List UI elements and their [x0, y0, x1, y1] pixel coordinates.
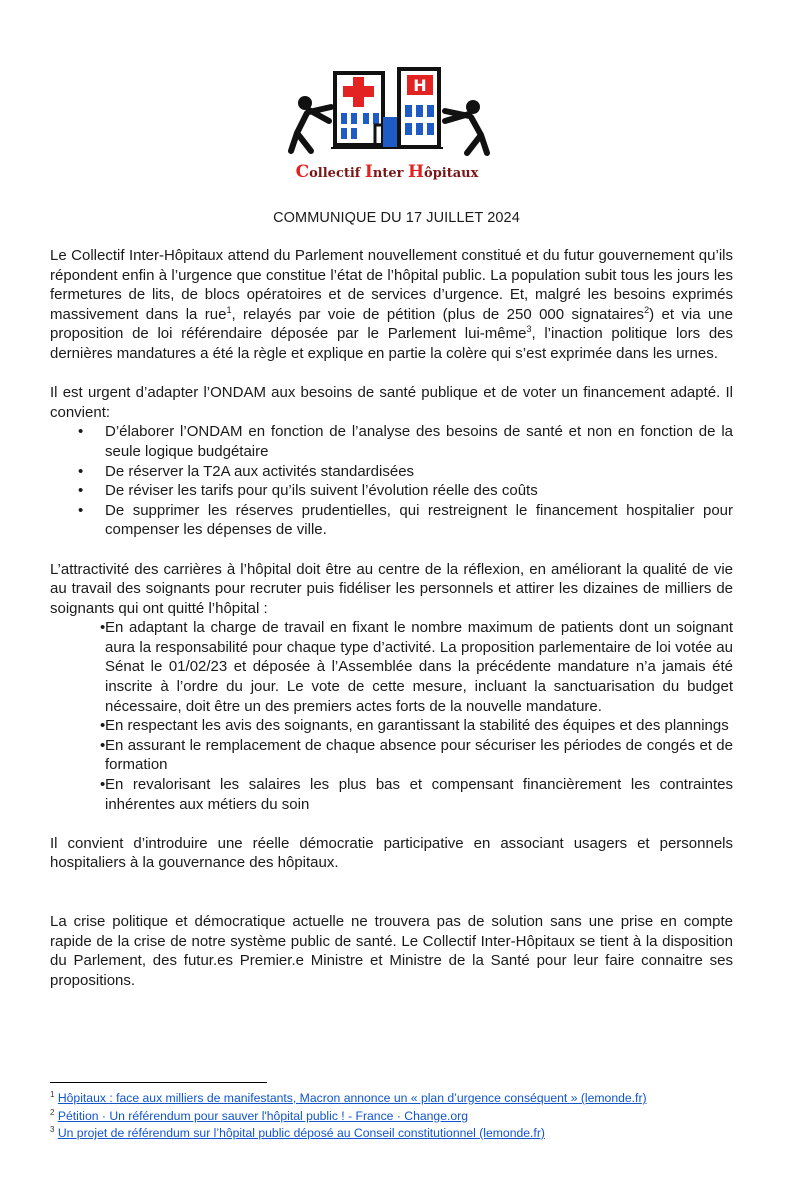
footnote-link-2[interactable]: Pétition · Un référendum pour sauver l'hôpital public ! - France · Change.org	[57, 1108, 468, 1123]
footnote-link-1[interactable]: Hôpitaux : face aux milliers de manifestants, Macron annonce un « plan d’urgence conséquent » (lemonde.fr)	[57, 1091, 647, 1105]
democracy-paragraph: Il convient d’introduire une réelle démocratie participative en associant usagers et personnels hospitaliers à la gouvernance des hôpitaux.	[50, 834, 733, 872]
footnote-ref-2[interactable]: 2	[644, 304, 650, 315]
footnote-ref-3[interactable]: 3	[526, 324, 532, 335]
list-item: • En assurant le remplacement de chaque absence pour sécuriser les périodes de congés et de formation	[50, 736, 733, 775]
ondam-lead: Il est urgent d’adapter l’ONDAM aux besoins de santé publique et de voter un financement adapté. Il convient:	[50, 384, 733, 421]
careers-lead: L’attractivité des carrières à l’hôpital doit être au centre de la réflexion, en améliorant la qualité de vie au travail des soignants pour recruter puis fidéliser les personnels et attirer les dizaines de milliers de soignants qui ont quitté l’hôpital :	[50, 560, 733, 617]
logo-wordmark: Collectif Inter Hôpitaux	[295, 162, 479, 182]
list-item: • De supprimer les réserves prudentielles, qui restreignent le financement hospitalier pour compenser les dépenses de ville.	[50, 501, 733, 540]
footnote-ref-1[interactable]: 1	[226, 304, 232, 315]
list-item: • En revalorisant les salaires les plus bas et compensant financièrement les contraintes inhérentes aux métiers du soin	[50, 775, 733, 814]
conclusion-paragraph: La crise politique et démocratique actuelle ne trouvera pas de solution sans une prise en compte rapide de la crise de notre système public de santé. Le Collectif Inter-Hôpitaux se tient à la disposition du Parlement, des futur.es Premier.e Ministre et Ministre de la Santé pour leur faire connaitre ses propositions.	[50, 913, 733, 989]
careers-list	[50, 618, 733, 814]
list-item: • D’élaborer l’ONDAM en fonction de l’analyse des besoins de santé et non en fonction de la seule logique budgétaire	[50, 422, 733, 461]
svg-text:H: H	[413, 76, 427, 95]
footnote-2: $^2$ Pétition · Un référendum pour sauver l'hôpital public ! - France · Change.org	[50, 1107, 468, 1123]
list-item: • De réviser les tarifs pour qu’ils suivent l’évolution réelle des coûts	[50, 481, 733, 501]
intro-paragraph: Le Collectif Inter-Hôpitaux attend du Parlement nouvellement constitué et du futur gouvernement qu’ils répondent enfin à l’urgence que constitue l’état de l’hôpital public. La population subit tous les jours les fermetures de lits, de blocs opératoires et de services d’urgence. Et, malgré les besoins exprimés massivement dans la rue$^1$, relayés par voie de pétition (plus de 250 000 signataires$^2$) et via une proposition de loi référendaire déposée par le Parlement lui-même$^3$, l’inaction politique lors des dernières mandatures a été la règle et explique en partie la colère qui s’est exprimée dans les urnes.	[50, 247, 734, 362]
footnote-3: $^3$ Un projet de référendum sur l’hôpital public déposé au Conseil constitutionnel (lemonde.fr)	[50, 1124, 545, 1140]
list-item: • En adaptant la charge de travail en fixant le nombre maximum de patients dont un soignant aura la responsabilité pour chaque type d’activité. La proposition parlementaire de loi votée au Sénat le 01/02/23 et déposée à l’Assemblée dans la précédente mandature n’a jamais été inscrite à l’ordre du jour. Le vote de cette mesure, incluant la sanctuarisation du budget nécessaire, doit être un des premiers actes forts de la nouvelle mandature.	[50, 618, 733, 716]
footnote-link-3[interactable]: Un projet de référendum sur l’hôpital public déposé au Conseil constitutionnel (lemonde.fr)	[57, 1126, 545, 1140]
logo-graphic	[283, 55, 498, 190]
communique-title: COMMUNIQUE DU 17 JUILLET 2024	[273, 210, 520, 226]
footnote-divider	[50, 1082, 267, 1083]
communique-body	[50, 246, 733, 990]
list-item: • De réserver la T2A aux activités standardisées	[50, 462, 733, 482]
footnotes	[50, 1090, 750, 1143]
list-item: • En respectant les avis des soignants, en garantissant la stabilité des équipes et des plannings	[50, 716, 733, 736]
footnote-1: $^1$ Hôpitaux : face aux milliers de manifestants, Macron annonce un « plan d’urgence conséquent » (lemonde.fr)	[50, 1089, 647, 1105]
collectif-logo	[283, 55, 498, 190]
ondam-list	[50, 422, 733, 540]
